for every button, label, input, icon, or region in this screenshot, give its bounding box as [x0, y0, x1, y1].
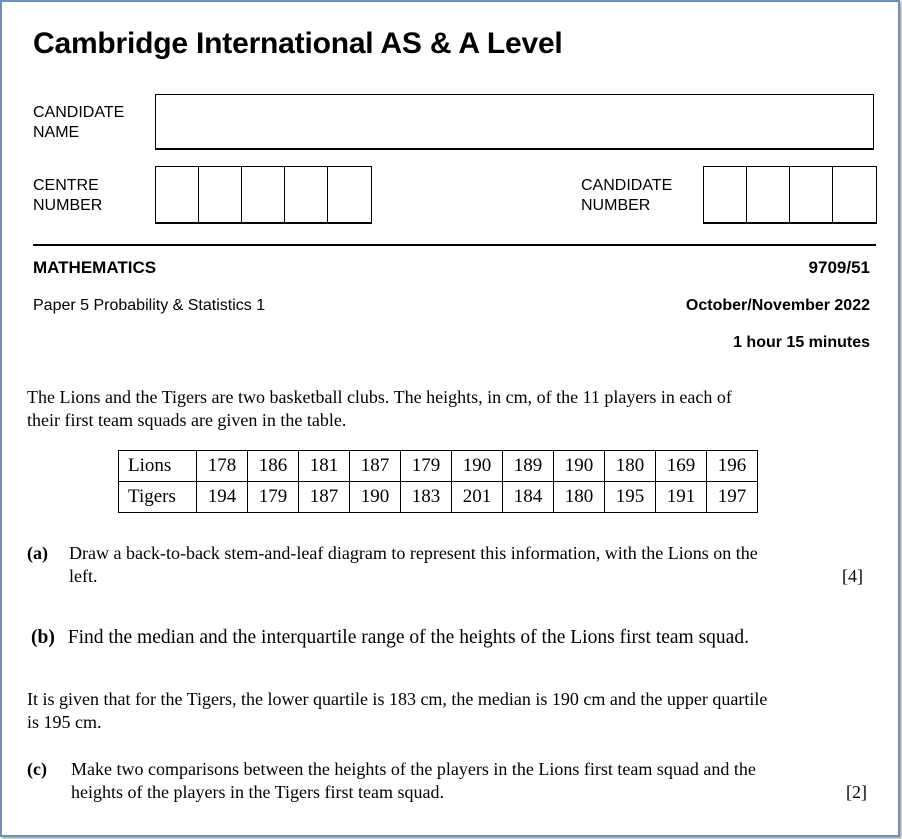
table-cell: 196: [707, 451, 758, 482]
table-cell: 190: [554, 451, 605, 482]
table-cell: 179: [248, 482, 299, 513]
table-cell: 169: [656, 451, 707, 482]
table-cell: 201: [452, 482, 503, 513]
centre-number-digit[interactable]: [285, 167, 328, 222]
table-cell: 187: [299, 482, 350, 513]
tigers-quartiles-info: It is given that for the Tigers, the lower quartile is 183 cm, the median is 190 cm and the upper quartile is 195 cm.: [27, 689, 768, 732]
row-header-tigers: Tigers: [119, 482, 197, 513]
table-cell: 195: [605, 482, 656, 513]
candidate-number-field[interactable]: [703, 166, 877, 224]
table-cell: 178: [197, 451, 248, 482]
candidate-number-digit[interactable]: [833, 167, 876, 222]
candidate-number-digit[interactable]: [790, 167, 833, 222]
question-intro: The Lions and the Tigers are two basketball clubs. The heights, in cm, of the 11 players in each of their first team squads are given in the table.: [27, 387, 732, 430]
table-cell: 180: [605, 451, 656, 482]
part-a-text: Draw a back-to-back stem-and-leaf diagram to represent this information, with the Lions on the left. [4]: [69, 543, 863, 586]
part-b-label: (b): [31, 627, 55, 648]
part-b: [31, 627, 749, 649]
table-cell: 190: [452, 451, 503, 482]
table-cell: 194: [197, 482, 248, 513]
centre-number-digit[interactable]: [328, 167, 371, 222]
centre-number-digit[interactable]: [199, 167, 242, 222]
centre-number-digit[interactable]: [242, 167, 285, 222]
table-cell: 187: [350, 451, 401, 482]
paper-title: Paper 5 Probability & Statistics 1: [33, 297, 266, 314]
part-c-text: Make two comparisons between the heights of the players in the Lions first team squad and the heights of the players in the Tigers first team squad. [2]: [71, 759, 867, 802]
candidate-name-label: CANDIDATE NAME: [33, 104, 125, 141]
part-c-marks: [2]: [846, 782, 867, 802]
exam-session: October/November 2022: [685, 297, 870, 314]
syllabus-code: 9709/51: [808, 258, 870, 277]
table-cell: 189: [503, 451, 554, 482]
part-b-text: Find the median and the interquartile range of the heights of the Lions first team squad.: [67, 627, 749, 648]
part-a: [27, 542, 863, 588]
centre-number-digit[interactable]: [156, 167, 199, 222]
candidate-name-field[interactable]: [155, 94, 874, 150]
part-c: [27, 758, 867, 804]
table-cell: 181: [299, 451, 350, 482]
part-a-marks: [4]: [842, 566, 863, 586]
heights-table: [118, 450, 758, 513]
table-cell: 186: [248, 451, 299, 482]
header-divider: [33, 244, 876, 246]
table-cell: 190: [350, 482, 401, 513]
exam-duration: 1 hour 15 minutes: [733, 334, 870, 351]
row-header-lions: Lions: [119, 451, 197, 482]
part-a-label: (a): [27, 543, 48, 563]
subject-name: MATHEMATICS: [33, 258, 157, 277]
table-cell: 180: [554, 482, 605, 513]
table-cell: 197: [707, 482, 758, 513]
part-c-label: (c): [27, 759, 47, 779]
candidate-number-digit[interactable]: [704, 167, 747, 222]
candidate-number-digit[interactable]: [747, 167, 790, 222]
centre-number-label: CENTRE NUMBER: [33, 177, 103, 214]
table-row: [119, 451, 758, 482]
table-cell: 183: [401, 482, 452, 513]
table-cell: 191: [656, 482, 707, 513]
centre-number-field[interactable]: [155, 166, 372, 224]
table-row: [119, 482, 758, 513]
table-cell: 184: [503, 482, 554, 513]
table-cell: 179: [401, 451, 452, 482]
page-title: Cambridge International AS & A Level: [33, 27, 563, 60]
candidate-number-label: CANDIDATE NUMBER: [581, 177, 673, 214]
